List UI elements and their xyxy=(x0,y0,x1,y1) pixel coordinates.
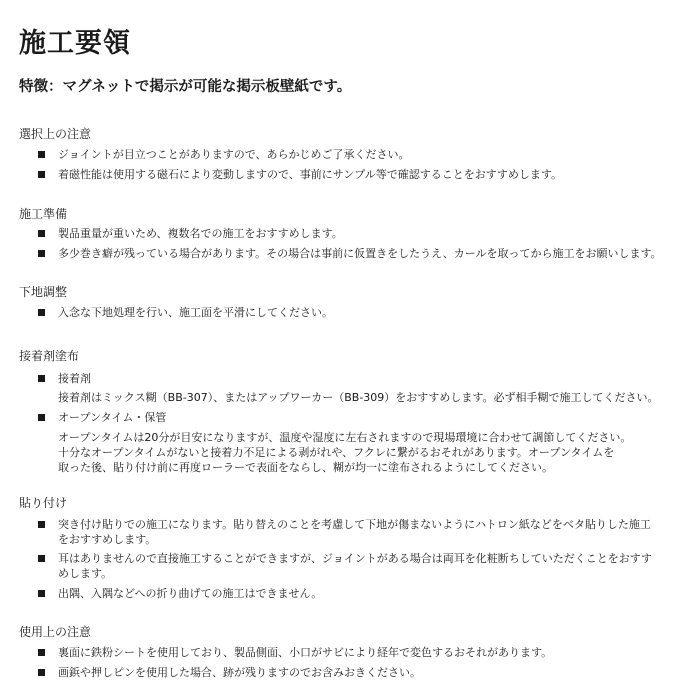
section-heading-hanging: 貼り付け xyxy=(19,496,68,510)
page-subtitle: 特徴：マグネットで掲示が可能な掲示板壁紙です。 xyxy=(19,79,352,95)
list-item xyxy=(58,517,683,547)
item-line: めします。 xyxy=(58,567,113,580)
list-item: 多少巻き癖が残っている場合があります。その場合は事前に仮置きをしたうえ、カールを取ってから施工をお願いします。 xyxy=(58,247,662,260)
item-line: 突き付け貼りでの施工になります。貼り替えのことを考慮して下地が傷まないようにハトロン紙などをベタ貼りした施工 xyxy=(58,518,651,531)
description-line: オープンタイムは20分が目安になりますが、温度や湿度に左右されますので現場環境に合わせて調節してください。 xyxy=(58,431,632,444)
bullet-square-icon xyxy=(38,669,45,676)
bullet-square-icon xyxy=(38,151,45,158)
description-line: 取った後、貼り付け前に再度ローラーで表面をならし、糊が均一に塗布されるようにしてください。 xyxy=(58,461,553,474)
list-item: ジョイントが目立つことがありますので、あらかじめご了承ください。 xyxy=(58,148,410,161)
item-line: 出隅、入隅などへの折り曲げての施工はできません。 xyxy=(58,587,323,600)
section-heading-preparation: 施工準備 xyxy=(19,207,68,221)
list-item: 画鋲や押しピンを使用した場合、跡が残りますのでお含みおきください。 xyxy=(58,666,421,679)
bullet-square-icon xyxy=(38,521,45,528)
bullet-square-icon xyxy=(38,309,45,316)
list-item: 入念な下地処理を行い、施工面を平滑にしてください。 xyxy=(58,306,333,319)
bullet-square-icon xyxy=(38,375,45,382)
list-item xyxy=(58,551,683,581)
item-description xyxy=(58,430,683,475)
description-line: 十分なオープンタイムがないと接着力不足による剥がれや、フクレに繋がるおそれがあります。オープンタイムを xyxy=(58,446,615,459)
bullet-square-icon xyxy=(38,414,45,421)
list-item xyxy=(58,586,683,601)
bullet-square-icon xyxy=(38,171,45,178)
list-item: 製品重量が重いため、複数名での施工をおすすめします。 xyxy=(58,227,343,240)
list-item-label: オープンタイム・保管 xyxy=(58,411,167,424)
item-description xyxy=(58,390,683,405)
bullet-square-icon xyxy=(38,250,45,257)
page-title: 施工要領 xyxy=(19,28,131,59)
description-line: 接着剤はミックス糊（BB-307）、またはアップワーカー（BB-309）をおすすめします。必ず相手糊で施工してください。 xyxy=(58,391,659,404)
list-item: 着磁性能は使用する磁石により変動しますので、事前にサンプル等で確認することをおすすめします。 xyxy=(58,168,563,181)
section-heading-usage: 使用上の注意 xyxy=(19,625,92,639)
bullet-square-icon xyxy=(38,590,45,597)
section-heading-selection: 選択上の注意 xyxy=(19,127,92,141)
bullet-square-icon xyxy=(38,230,45,237)
item-line: 耳はありませんので直接施工することができますが、ジョイントがある場合は両耳を化粧断ちしていただくことをおすす xyxy=(58,552,652,565)
list-item: 裏面に鉄粉シートを使用しており、製品側面、小口がサビにより経年で変色するおそれがあります。 xyxy=(58,646,553,659)
item-line: をおすすめします。 xyxy=(58,533,157,546)
bullet-square-icon xyxy=(38,649,45,656)
list-item-label: 接着剤 xyxy=(58,372,91,385)
section-heading-substrate: 下地調整 xyxy=(19,285,68,299)
bullet-square-icon xyxy=(38,555,45,562)
section-heading-adhesive: 接着剤塗布 xyxy=(19,349,80,363)
